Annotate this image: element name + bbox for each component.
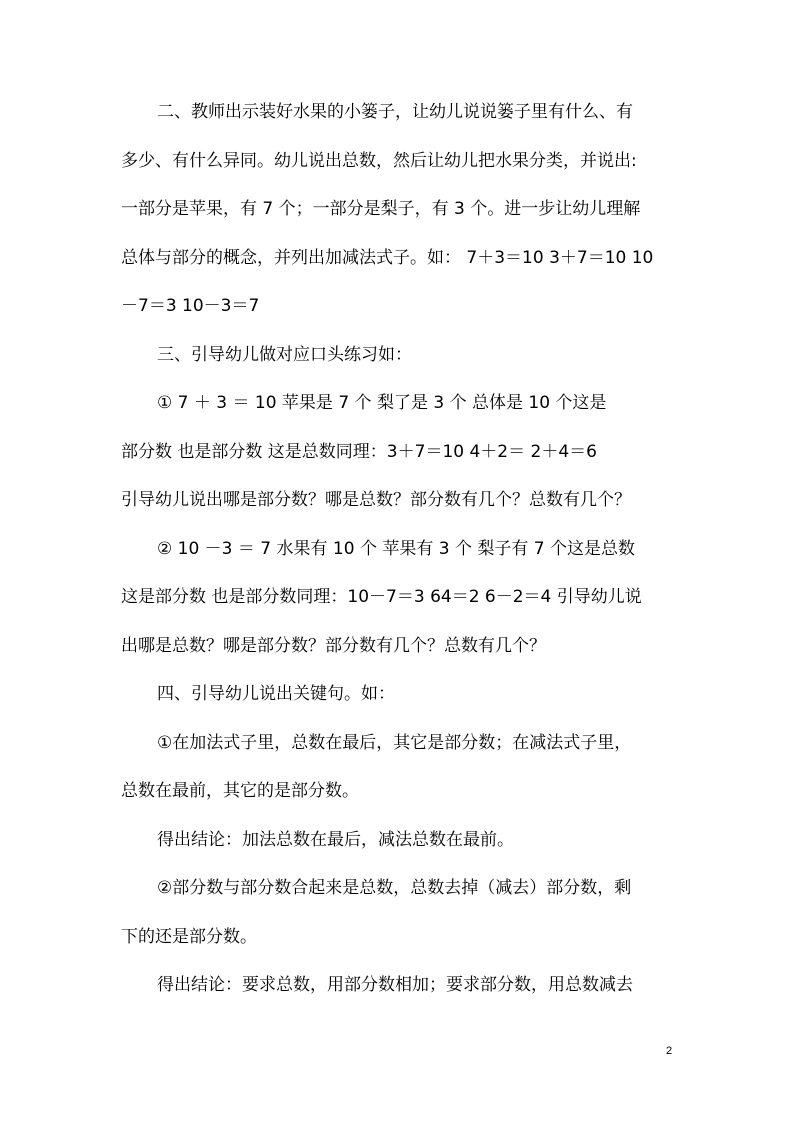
page-number: 2 [666, 1045, 673, 1057]
text-line: ②部分数与部分数合起来是总数，总数去掉（减去）部分数，剩 [157, 878, 632, 898]
text-line: ② 10 －3 ＝ 7 水果有 10 个 苹果有 3 个 梨子有 7 个这是总数 [157, 538, 636, 559]
paragraph-2 [121, 88, 676, 331]
text-line: ①在加法式子里，总数在最后，其它是部分数；在减法式子里， [157, 732, 632, 753]
text-line: 部分数 也是部分数 这是总数同理：3＋7＝10 4＋2＝ 2＋4＝6 [121, 441, 597, 462]
text-line: 三、引导幼儿做对应口头练习如： [157, 344, 412, 365]
text-line: 总数在最前，其它的是部分数。 [121, 781, 359, 801]
text-line: 总体与部分的概念，并列出加减法式子。如： 7＋3＝10 3＋7＝10 10 [121, 247, 654, 268]
paragraph-3 [121, 331, 676, 380]
text-line: ① 7 ＋ 3 ＝ 10 苹果是 7 个 梨了是 3 个 总体是 10 个这是 [157, 393, 607, 413]
text-line: 一部分是苹果，有 7 个；一部分是梨子，有 3 个。进一步让幼儿理解 [121, 199, 641, 219]
paragraph-key-1 [121, 719, 676, 816]
paragraph-exercise-2 [121, 525, 676, 671]
text-line: 得出结论：加法总数在最后，减法总数在最前。 [157, 829, 514, 850]
text-line: 引导幼儿说出哪是部分数？哪是总数？部分数有几个？总数有几个？ [121, 490, 631, 510]
text-line: 出哪是总数？哪是部分数？部分数有几个？总数有几个？ [121, 635, 546, 656]
text-line: 这是部分数 也是部分数同理：10－7＝3 64＝2 6－2＝4 引导幼儿说 [121, 587, 642, 607]
paragraph-4 [121, 670, 676, 719]
text-line: －7＝3 10－3＝7 [121, 296, 260, 316]
paragraph-conclusion-2 [121, 961, 676, 1010]
paragraph-conclusion-1 [121, 816, 676, 865]
paragraph-exercise-1 [121, 379, 676, 525]
text-line: 多少、有什么异同。幼儿说出总数，然后让幼儿把水果分类，并说出: [121, 150, 637, 171]
body-text [121, 88, 676, 1010]
text-line: 得出结论：要求总数，用部分数相加；要求部分数，用总数减去 [157, 975, 633, 995]
text-line: 四、引导幼儿说出关键句。如： [157, 684, 395, 704]
text-line: 下的还是部分数。 [121, 926, 257, 947]
paragraph-key-2 [121, 864, 676, 961]
text-line: 二、教师出示装好水果的小篓子，让幼儿说说篓子里有什么、有 [157, 102, 633, 122]
